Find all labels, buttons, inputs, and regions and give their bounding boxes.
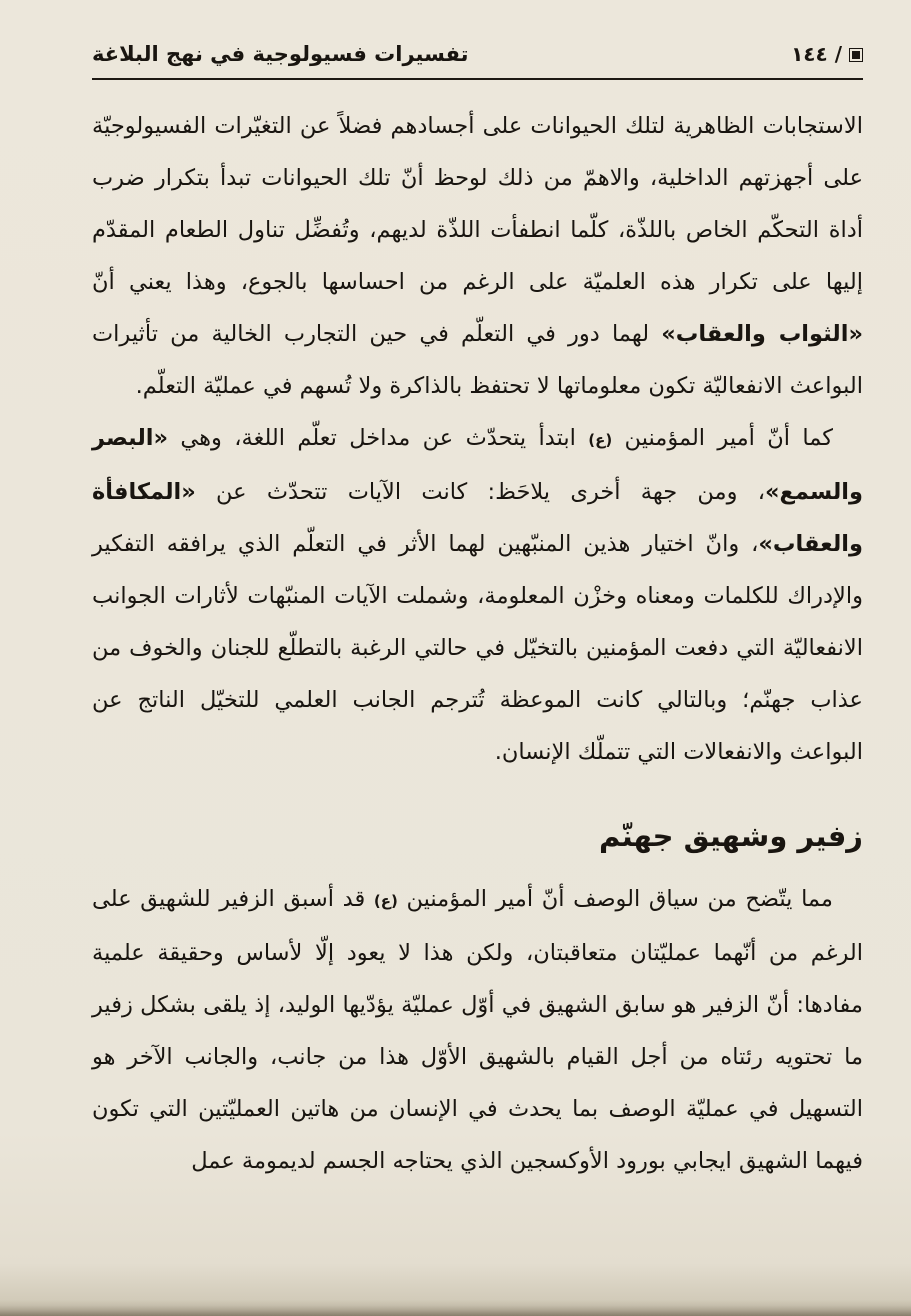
- text-run: لهما دور في التعلّم في حين التجارب الخالية من تأثيرات البواعث الانفعاليّة تكون معلوماتها لا تحتفظ بالذاكرة ولا تُسهم في عمليّة التعلّم.: [92, 321, 863, 399]
- honorific-symbol: (ع): [373, 891, 398, 910]
- text-run: ابتدأ يتحدّث عن مداخل تعلّم اللغة، وهي: [168, 425, 589, 451]
- header-rule: [92, 78, 863, 80]
- text-run: قد أسبق الزفير للشهيق على الرغم من أنّهما عمليّتان متعاقبتان، ولكن هذا لا يعود إلّا لأساس وحقيقة علمية مفادها: أنّ الزفير هو سابق الشهيق في أوّل عمليّة يؤدّيها الوليد، إذ يلقى بشكل زفير ما تحتويه رئتاه من أجل القيام بالشهيق الأوّل هذا من جانب، والجانب الآخر هو التسهيل في عمليّة الوصف بما يحدث في الإنسان من هاتين العمليّتين التي تكون فيهما الشهيق ايجابي بورود الأوكسجين الذي يحتاجه الجسم لديمومة عمل: [92, 885, 863, 1174]
- quoted-term: «الثواب والعقاب»: [661, 321, 864, 347]
- quoted-term: «البصر والسمع»: [92, 425, 863, 505]
- page-number-block: [791, 42, 863, 66]
- quoted-term: «المكافأة والعقاب»: [92, 479, 863, 557]
- honorific-symbol: (ع): [588, 431, 613, 449]
- text-run: ، ومن جهة أخرى يلاحَظ: كانت الآيات تتحدّث عن: [195, 479, 765, 505]
- page-header: [92, 42, 863, 66]
- text-run: كما أنّ أمير المؤمنين: [612, 425, 833, 451]
- running-title: تفسيرات فسيولوجية في نهج البلاغة: [92, 42, 469, 66]
- section-marker-square-icon: [849, 48, 863, 62]
- section-heading: زفير وشهيق جهنّم: [598, 819, 863, 853]
- paragraph: [92, 873, 863, 1187]
- page-body: [92, 100, 863, 1187]
- page-number-separator: /: [834, 42, 842, 66]
- paragraph: [92, 412, 863, 778]
- text-run: مما يتّضح من سياق الوصف أنّ أمير المؤمنين: [397, 885, 833, 912]
- paragraph: [92, 100, 863, 412]
- text-run: ، وانّ اختيار هذين المنبّهين لهما الأثر في التعلّم الذي يرافقه التفكير والإدراك للكلمات ومعناه وخزْن المعلومة، وشملت الآيات المنبّهات لأثارات الجوانب الانفعاليّة التي دفعت المؤمنين بالتخيّل في حالتي الرغبة بالتطلّع للجنان والخوف من عذاب جهنّم؛ وبالتالي كانت الموعظة تُترجم الجانب العلمي للتخيّل الناتج عن البواعث والانفعالات التي تتملّك الإنسان.: [92, 531, 863, 765]
- page-number: ١٤٤: [791, 42, 828, 66]
- text-run: الاستجابات الظاهرية لتلك الحيوانات على أجسادهم فضلاً عن التغيّرات الفسيولوجيّة على أجهزتهم الداخلية، والاهمّ من ذلك لوحظ أنّ تلك الحيوانات تبدأ بتكرار ضرب أداة التحكّم الخاص باللذّة، كلّما انطفأت اللذّة لديهم، وتُفضِّل تناول الطعام المقدّم إليها على تكرار هذه العلميّة على الرغم من احساسها بالجوع، وهذا يعني أنّ: [92, 113, 863, 295]
